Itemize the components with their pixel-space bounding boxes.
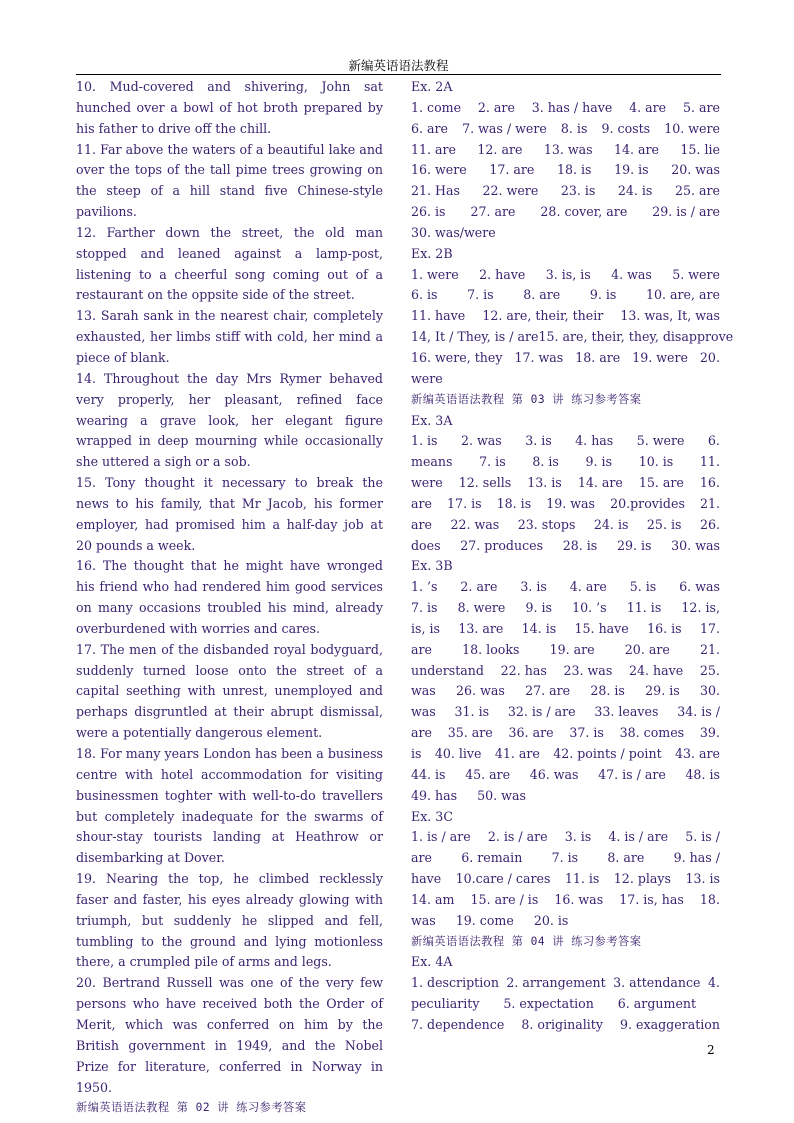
exercise-sentence: 12. Farther down the street, the old man stopped and leaned against a lamp-post, listening to a cheerful song coming out of a restaurant on the oppsite side of the street. [76, 224, 383, 303]
answer-item: 11. have [411, 308, 466, 324]
answer-row [411, 202, 720, 223]
answer-item: 27. produces [460, 537, 544, 553]
answer-row [411, 640, 720, 661]
answer-item: 19. was [546, 495, 596, 511]
answer-item: 24. is [617, 183, 653, 199]
answer-item: 9. exaggeration [620, 1016, 720, 1032]
exercise-label: were [411, 370, 443, 386]
answer-item: 7. is [467, 287, 494, 303]
answer-item: was [411, 704, 436, 720]
answer-item: 11. is [626, 600, 662, 616]
answer-item: 11. [699, 454, 720, 470]
answer-item: 29. is [616, 537, 652, 553]
answer-item: 10. were [664, 120, 720, 136]
answer-item: 11. are [411, 141, 457, 157]
answer-item: 1. is [411, 433, 438, 449]
answer-item: 34. is / [677, 704, 720, 720]
answer-item: 14, It / They, is / are [411, 329, 539, 345]
answer-item: 7. is [411, 600, 438, 616]
answer-item: 29. is [645, 683, 680, 699]
answer-row [411, 869, 720, 890]
answer-item: 14. is [521, 620, 557, 636]
answer-item: 13. is [685, 871, 720, 887]
answer-row [411, 348, 720, 369]
answer-item: 5. is [629, 579, 657, 595]
answer-item: was [411, 683, 436, 699]
answer-item: 9. is [585, 454, 613, 470]
answer-row [411, 473, 720, 494]
answer-row [411, 285, 720, 306]
answer-item: 47. is / are [598, 766, 666, 782]
answer-item: 48. is [685, 766, 720, 782]
answer-item: is [411, 746, 422, 761]
answer-item: 42. points / point [553, 746, 662, 761]
exercise-sentence: 14. Throughout the day Mrs Rymer behaved very properly, her pleasant, refined face wearing a grave look, her elegant figure wrapped in deep mourning while occasionally she uttered a sigh or a sob. [76, 370, 383, 470]
answer-row [411, 181, 720, 202]
exercise-sentence: 16. The thought that he might have wronged his friend who had rendered him good services on many occasions troubled his mind, already overburdened with worries and cares. [76, 558, 383, 636]
exercise-label: Ex. 4A [411, 954, 453, 970]
answer-item: 13. are [458, 620, 504, 636]
answer-item: 46. was [529, 766, 579, 782]
answer-item: 25. [699, 662, 720, 678]
answer-item: 28. is [590, 683, 625, 699]
exercise-sentence: 18. For many years London has been a business centre with hotel accommodation for visiting businessmen toghter with well-to-do travellers but completely inadequate for the swarms of shour-stay tourists landing at Heathrow or disembarking at Dover. [76, 746, 383, 866]
answer-row [411, 452, 720, 473]
answer-item: 2. was [460, 433, 502, 449]
answer-item: are [411, 516, 432, 532]
answer-item: 4. [707, 975, 720, 991]
answer-item: 12. plays [613, 871, 672, 887]
answer-item: 4. is / are [608, 829, 669, 845]
answer-row [411, 515, 720, 536]
answer-item: were [411, 475, 443, 491]
answer-item: 27. are [525, 683, 571, 699]
exercise-label: Ex. 2A [411, 79, 453, 94]
answer-item: 10. are, are [645, 287, 720, 303]
answer-item: 1. description [411, 975, 499, 991]
answer-item: 22. were [482, 183, 539, 199]
answer-item: 13. was [543, 141, 593, 157]
answer-item: 3. is, is [545, 266, 591, 282]
answer-item: 5. are [682, 99, 720, 115]
answer-row [411, 973, 720, 994]
answer-item: 25. are [674, 183, 720, 199]
answer-item: 22. has [500, 662, 547, 678]
answer-item: 45. are [465, 766, 511, 782]
answer-item: 41. are [494, 746, 540, 761]
answer-item: 25. is [646, 516, 682, 532]
answer-item: 30. was [671, 537, 720, 553]
answer-item: 21. [699, 495, 720, 511]
answer-item: 24. have [629, 662, 684, 678]
answer-row [411, 681, 720, 702]
answer-item: 38. comes [619, 725, 685, 741]
answer-item: 4. was [611, 266, 652, 282]
answer-item: 14. am [411, 891, 455, 907]
answer-row [411, 140, 720, 161]
answer-item: 22. was [450, 516, 500, 532]
answer-item: 30. [699, 683, 720, 699]
answer-item: 12. is, [681, 600, 720, 616]
answer-item: 8. were [457, 600, 506, 616]
answer-item: 3. attendance [613, 975, 701, 991]
exercise-label: Ex. 3B [411, 558, 453, 574]
answer-item: understand [411, 662, 484, 678]
answer-item: 23. stops [517, 516, 576, 532]
answer-item: 8. originality [521, 1016, 603, 1032]
page-header: 新编英语语法教程 [348, 58, 449, 73]
answer-item: 21. [699, 641, 720, 657]
answer-item: does [411, 537, 441, 553]
answer-item: 18. is [556, 162, 592, 178]
answer-row [411, 119, 720, 140]
answer-item: 8. are [607, 850, 645, 866]
answer-item: 26. was [456, 683, 505, 699]
answer-item: 17. is, has [619, 891, 684, 907]
answer-item: 24. is [593, 516, 629, 532]
answer-item: 44. is [411, 766, 446, 782]
answer-item: 1. were [411, 266, 459, 282]
answer-row [411, 327, 734, 348]
answer-item: 27. are [470, 204, 516, 220]
answer-item: 19. were [632, 349, 688, 365]
answer-item: 5. were [672, 266, 720, 282]
answer-item: 4. are [629, 99, 667, 115]
answer-item: 16. was [554, 891, 604, 907]
answer-item: 43. are [674, 746, 720, 761]
answer-item: 23. was [563, 662, 613, 678]
answer-item: 37. is [569, 725, 604, 741]
right-column [411, 77, 734, 1036]
answer-item: 17. is [447, 495, 482, 511]
answer-item: 18. are [575, 349, 621, 365]
exercise-label: 30. was/were [411, 224, 496, 240]
answer-item: 6. is [411, 287, 438, 303]
answer-item: 6. are [411, 120, 449, 136]
answer-item: 5. were [636, 433, 685, 449]
answer-item: 7. is [479, 454, 506, 470]
answer-item: 12. sells [458, 475, 512, 491]
answer-item: 15. are [638, 475, 684, 491]
answer-item: 3. is [564, 829, 592, 845]
answer-row [411, 765, 720, 786]
answer-item: 8. is [532, 454, 559, 470]
answer-item: 1. ’s [411, 579, 438, 595]
answer-item: 7. is [551, 850, 579, 866]
answer-item: 4. are [569, 579, 607, 595]
answer-item: 11. is [564, 871, 600, 887]
answer-item: 5. expectation [503, 996, 594, 1012]
exercise-label: Ex. 2B [411, 245, 453, 261]
answer-item: 18. looks [462, 641, 520, 657]
answer-item: 9. has / [673, 850, 720, 866]
answer-item: 1. come [411, 99, 462, 115]
answer-item: 39. [699, 725, 720, 741]
answer-item: 17. [699, 620, 720, 636]
answer-item: 23. is [560, 183, 596, 199]
answer-item: are [411, 641, 432, 657]
exercise-sentence: 17. The men of the disbanded royal bodyguard, suddenly turned loose onto the street of a capital seething with unrest, unemployed and perhaps disgruntled at their abrupt dismissal, were a potentially dangerous element. [76, 641, 383, 741]
answer-item: 20. [699, 349, 720, 365]
answer-item: 33. leaves [594, 704, 659, 720]
answer-row [411, 994, 720, 1015]
answer-item: 4. has [575, 433, 614, 449]
header-rule [76, 74, 721, 75]
answer-item: 16. were, they [411, 349, 503, 365]
answer-item: 18. is [496, 495, 532, 511]
answer-row [411, 723, 720, 744]
answer-item: 26. is [411, 204, 446, 220]
answer-item: 14. are [577, 475, 623, 491]
answer-item: 13. is [527, 475, 562, 491]
answer-item: 28. cover, are [540, 204, 628, 220]
answer-item: 3. is [520, 579, 547, 595]
answer-row [411, 890, 720, 911]
answer-item: 2. are [477, 99, 515, 115]
exercise-sentence: 20. Bertrand Russell was one of the very few persons who have received both the Order of Merit, which was conferred on him by the British government in 1949, and the Nobel Prize for literature, conferred in Norway in 1950. [76, 975, 383, 1095]
answer-item: 21. Has [411, 183, 460, 199]
answer-item: 6. was [679, 579, 720, 595]
answer-item: 19. is [614, 162, 649, 178]
answer-item: 10. is [638, 454, 674, 470]
answer-item: 15. have [574, 620, 629, 636]
answer-item: 10.care / cares [455, 871, 551, 887]
answer-item: 1. is / are [411, 829, 471, 845]
section-heading: 新编英语语法教程 第 04 讲 练习参考答案 [411, 934, 642, 948]
exercise-sentence: 19. Nearing the top, he climbed recklessly faser and faster, his eyes already glowing with triumph, but suddenly he slipped and fell, tumbling to the ground and lying motionless there, a crumpled pile of arms and legs. [76, 871, 383, 970]
answer-row [411, 431, 720, 452]
answer-item: have [411, 871, 442, 887]
section-heading: 新编英语语法教程 第 02 讲 练习参考答案 [76, 1101, 307, 1115]
exercise-label: 49. has 50. was [411, 787, 526, 803]
answer-item: 9. is [525, 600, 553, 616]
answer-item: 15. are / is [470, 891, 539, 907]
answer-item: 16. were [411, 162, 467, 178]
answer-item: 17. was [514, 349, 564, 365]
answer-item: 7. was / were [462, 120, 547, 136]
answer-row [411, 744, 720, 765]
answer-item: 16. [699, 475, 720, 491]
answer-item: 32. is / are [507, 704, 576, 720]
answer-row [411, 265, 720, 286]
exercise-sentence: 13. Sarah sank in the nearest chair, completely exhausted, her limbs stiff with cold, her mind a piece of blank. [76, 308, 383, 365]
answer-item: 2. arrangement [506, 975, 606, 991]
answer-item: 9. is [589, 287, 617, 303]
answer-item: is, is [411, 620, 440, 636]
answer-item: 12. are [477, 141, 523, 157]
answer-row [411, 619, 720, 640]
answer-item: 6. argument [617, 996, 697, 1012]
section-heading: 新编英语语法教程 第 03 讲 练习参考答案 [411, 392, 642, 406]
answer-item: 20. are [624, 641, 670, 657]
answer-item: means [411, 454, 453, 470]
answer-row [411, 98, 720, 119]
answer-item: 8. are [523, 287, 561, 303]
answer-item: 28. is [562, 537, 598, 553]
answer-item: 10. ’s [572, 600, 607, 616]
answer-item: 6. remain [461, 850, 523, 866]
answer-item: 14. are [614, 141, 660, 157]
exercise-sentence: 11. Far above the waters of a beautiful lake and over the tops of the tall pime trees growing on the steep of a hill stand five Chinese-style pavilions. [76, 141, 383, 220]
answer-item: 6. [707, 433, 720, 449]
answer-item: 15. are, their, they, disapprove [538, 329, 734, 345]
answer-item: 12. are, their, their [482, 308, 604, 324]
exercise-label: was 19. come 20. is [411, 912, 569, 928]
answer-item: 35. are [447, 725, 493, 741]
answer-item: peculiarity [411, 996, 480, 1012]
answer-item: 19. are [549, 641, 595, 657]
answer-item: 7. dependence [411, 1016, 505, 1032]
answer-row [411, 160, 720, 181]
answer-item: 20.provides [610, 495, 685, 511]
answer-item: are [411, 850, 432, 866]
answer-item: 18. [699, 891, 720, 907]
answer-row [411, 1015, 720, 1036]
answer-item: 17. are [489, 162, 535, 178]
answer-row [411, 848, 720, 869]
exercise-sentence: 15. Tony thought it necessary to break the news to his family, that Mr Jacob, his former employer, had promised him a half-day job at 20 pounds a week. [76, 475, 383, 553]
answer-row [411, 702, 720, 723]
exercise-label: Ex. 3C [411, 808, 453, 824]
answer-item: are [411, 725, 432, 741]
left-column [76, 77, 383, 1119]
answer-item: 2. is / are [487, 829, 548, 845]
answer-row [411, 577, 720, 598]
answer-item: 40. live [434, 746, 482, 761]
answer-item: 8. is [560, 120, 588, 136]
answer-item: 26. [699, 516, 720, 532]
answer-item: 3. is [525, 433, 552, 449]
answer-item: 13. was, It, was [620, 308, 720, 324]
answer-item: 16. is [647, 620, 682, 636]
exercise-sentence: 10. Mud-covered and shivering, John sat hunched over a bowl of hot broth prepared by his father to drive off the chill. [76, 79, 383, 136]
answer-item: 15. lie [680, 141, 720, 157]
answer-item: 31. is [454, 704, 490, 720]
answer-item: 2. are [460, 579, 498, 595]
exercise-label: Ex. 3A [411, 412, 453, 428]
answer-item: 9. costs [601, 120, 651, 136]
answer-item: 5. is / [685, 829, 720, 845]
page-number: 2 [707, 1043, 715, 1057]
answer-item: 29. is / are [652, 204, 720, 220]
answer-row [411, 661, 720, 682]
answer-row [411, 494, 720, 515]
answer-row [411, 598, 720, 619]
answer-item: 3. has / have [531, 99, 613, 115]
answer-row [411, 536, 720, 557]
answer-item: 36. are [508, 725, 554, 741]
answer-row [411, 306, 720, 327]
answer-row [411, 827, 720, 848]
answer-item: 2. have [479, 266, 526, 282]
answer-item: 20. was [671, 162, 720, 178]
answer-item: are [411, 495, 432, 511]
